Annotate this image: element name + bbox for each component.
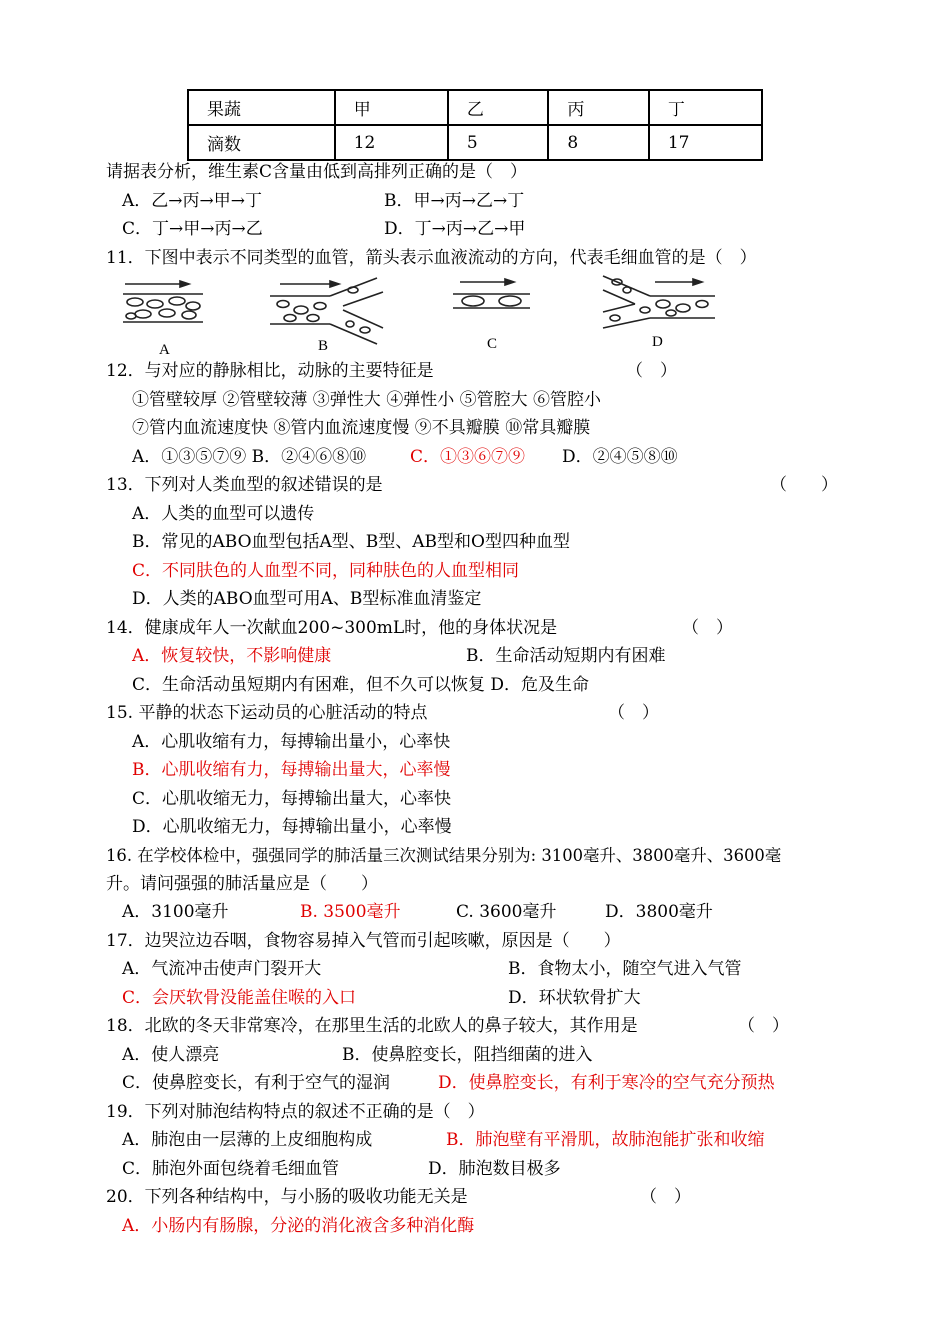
q12-stem: 12．与对应的静脉相比，动脉的主要特征是 (106, 361, 434, 381)
table-cell: 8 (548, 125, 649, 160)
q15-paren: （ ） (608, 703, 659, 723)
q17-option-a: A．气流冲击使声门裂开大 (122, 959, 322, 979)
q15-option-b-answer: B．心肌收缩有力，每搏输出量大，心率慢 (132, 760, 451, 780)
q12-choices-row1: ①管壁较厚 ②管壁较薄 ③弹性大 ④弹性小 ⑤管腔大 ⑥管腔小 (132, 390, 602, 410)
q13-paren: （ ） (770, 475, 838, 495)
q14-stem: 14．健康成年人一次献血200~300mL时，他的身体状况是 (106, 618, 558, 638)
q16-stem-line1: 16. 在学校体检中，强强同学的肺活量三次测试结果分别为: 3100毫升、3800毫升、3600毫 (106, 846, 782, 865)
q13-stem: 13．下列对人类血型的叙述错误的是 (106, 475, 383, 495)
q13-option-c-answer: C．不同肤色的人血型不同，同种肤色的人血型相同 (132, 561, 520, 581)
q12-paren: （ ） (626, 361, 677, 381)
q20-option-a-answer: A．小肠内有肠腺，分泌的消化液含多种消化酶 (122, 1216, 475, 1236)
table-cell: 12 (335, 125, 448, 160)
q14-option-a-answer: A．恢复较快，不影响健康 (132, 646, 332, 666)
q18-option-a: A．使人漂亮 (122, 1045, 220, 1065)
table-cell: 甲 (335, 90, 448, 125)
q16-stem-line2: 升。请问强强的肺活量应是（ ） (106, 874, 378, 894)
q10-option-b: B．甲→丙→乙→丁 (384, 191, 525, 211)
q18-option-d-answer: D．使鼻腔变长，有利于寒冷的空气充分预热 (438, 1073, 775, 1093)
table-row (188, 125, 762, 160)
q17-stem: 17．边哭泣边吞咽，食物容易掉入气管而引起咳嗽，原因是（ ） (106, 931, 621, 951)
q12-option-c-answer: C．①③⑥⑦⑨ (410, 447, 526, 467)
q16-option-c: C. 3600毫升 (456, 902, 557, 922)
q16-option-a: A．3100毫升 (122, 902, 229, 922)
table-cell: 果蔬 (188, 90, 335, 125)
diagram-label-b: B (318, 338, 329, 354)
q19-option-d: D．肺泡数目极多 (428, 1159, 561, 1179)
q13-option-b: B．常见的ABO血型包括A型、B型、AB型和O型四种血型 (132, 532, 570, 552)
table-cell: 乙 (448, 90, 549, 125)
q19-option-a: A．肺泡由一层薄的上皮细胞构成 (122, 1130, 373, 1150)
table-cell: 丁 (649, 90, 762, 125)
q19-stem: 19．下列对肺泡结构特点的叙述不正确的是（ ） (106, 1102, 485, 1122)
q16-option-b-answer: B. 3500毫升 (300, 902, 401, 922)
q15-option-a: A．心肌收缩有力，每搏输出量小，心率快 (132, 732, 451, 752)
vessel-diagram-d (603, 276, 715, 328)
q13-option-d: D．人类的ABO血型可用A、B型标准血清鉴定 (132, 589, 482, 609)
q12-choices-row2: ⑦管内血流速度快 ⑧管内血流速度慢 ⑨不具瓣膜 ⑩常具瓣膜 (132, 418, 591, 438)
q18-paren: （ ） (738, 1016, 789, 1036)
q19-option-c: C．肺泡外面包绕着毛细血管 (122, 1159, 340, 1179)
diagram-label-d: D (652, 334, 663, 350)
q15-option-d: D．心肌收缩无力，每搏输出量小，心率慢 (132, 817, 452, 837)
table-cell: 丙 (548, 90, 649, 125)
q10-option-a: A．乙→丙→甲→丁 (122, 191, 263, 211)
vessel-diagram-c (453, 279, 530, 308)
q17-option-c-answer: C．会厌软骨没能盖住喉的入口 (122, 988, 357, 1008)
table-cell: 17 (649, 125, 762, 160)
q12-option-d: D．②④⑤⑧⑩ (562, 447, 678, 467)
q18-option-b: B．使鼻腔变长，阻挡细菌的进入 (342, 1045, 593, 1065)
q15-stem: 15. 平静的状态下运动员的心脏活动的特点 (106, 703, 428, 723)
q15-option-c: C．心肌收缩无力，每搏输出量大，心率快 (132, 789, 452, 809)
q18-option-c: C．使鼻腔变长，有利于空气的湿润 (122, 1073, 391, 1093)
q14-paren: （ ） (682, 618, 733, 638)
q13-option-a: A．人类的血型可以遗传 (132, 504, 315, 524)
blood-vessel-diagrams (115, 270, 735, 356)
table-cell: 滴数 (188, 125, 335, 160)
q14-option-b: B．生命活动短期内有困难 (466, 646, 666, 666)
q18-stem: 18．北欧的冬天非常寒冷，在那里生活的北欧人的鼻子较大，其作用是 (106, 1016, 638, 1036)
q11-stem: 11．下图中表示不同类型的血管，箭头表示血液流动的方向，代表毛细血管的是（ ） (106, 248, 757, 268)
q10-option-d: D．丁→丙→乙→甲 (384, 219, 526, 239)
diagram-label-a: A (159, 342, 170, 356)
fruit-vegetable-table (187, 89, 763, 161)
vessel-diagram-a (123, 281, 203, 322)
table-cell: 5 (448, 125, 549, 160)
q20-paren: （ ） (640, 1187, 691, 1207)
diagram-label-c: C (487, 336, 498, 352)
q14-option-cd: C．生命活动虽短期内有困难，但不久可以恢复 D．危及生命 (132, 675, 590, 695)
q20-stem: 20．下列各种结构中，与小肠的吸收功能无关是 (106, 1187, 468, 1207)
q17-option-b: B．食物太小，随空气进入气管 (508, 959, 742, 979)
vessel-diagram-b (270, 278, 383, 344)
q16-option-d: D．3800毫升 (605, 902, 713, 922)
q10-option-c: C．丁→甲→丙→乙 (122, 219, 263, 239)
table-header-row (188, 90, 762, 125)
q10-stem: 请据表分析，维生素C含量由低到高排列正确的是（ ） (106, 162, 528, 182)
q19-option-b-answer: B．肺泡壁有平滑肌，故肺泡能扩张和收缩 (446, 1130, 765, 1150)
q17-option-d: D．环状软骨扩大 (508, 988, 641, 1008)
q12-option-ab: A．①③⑤⑦⑨ B．②④⑥⑧⑩ (132, 447, 367, 467)
